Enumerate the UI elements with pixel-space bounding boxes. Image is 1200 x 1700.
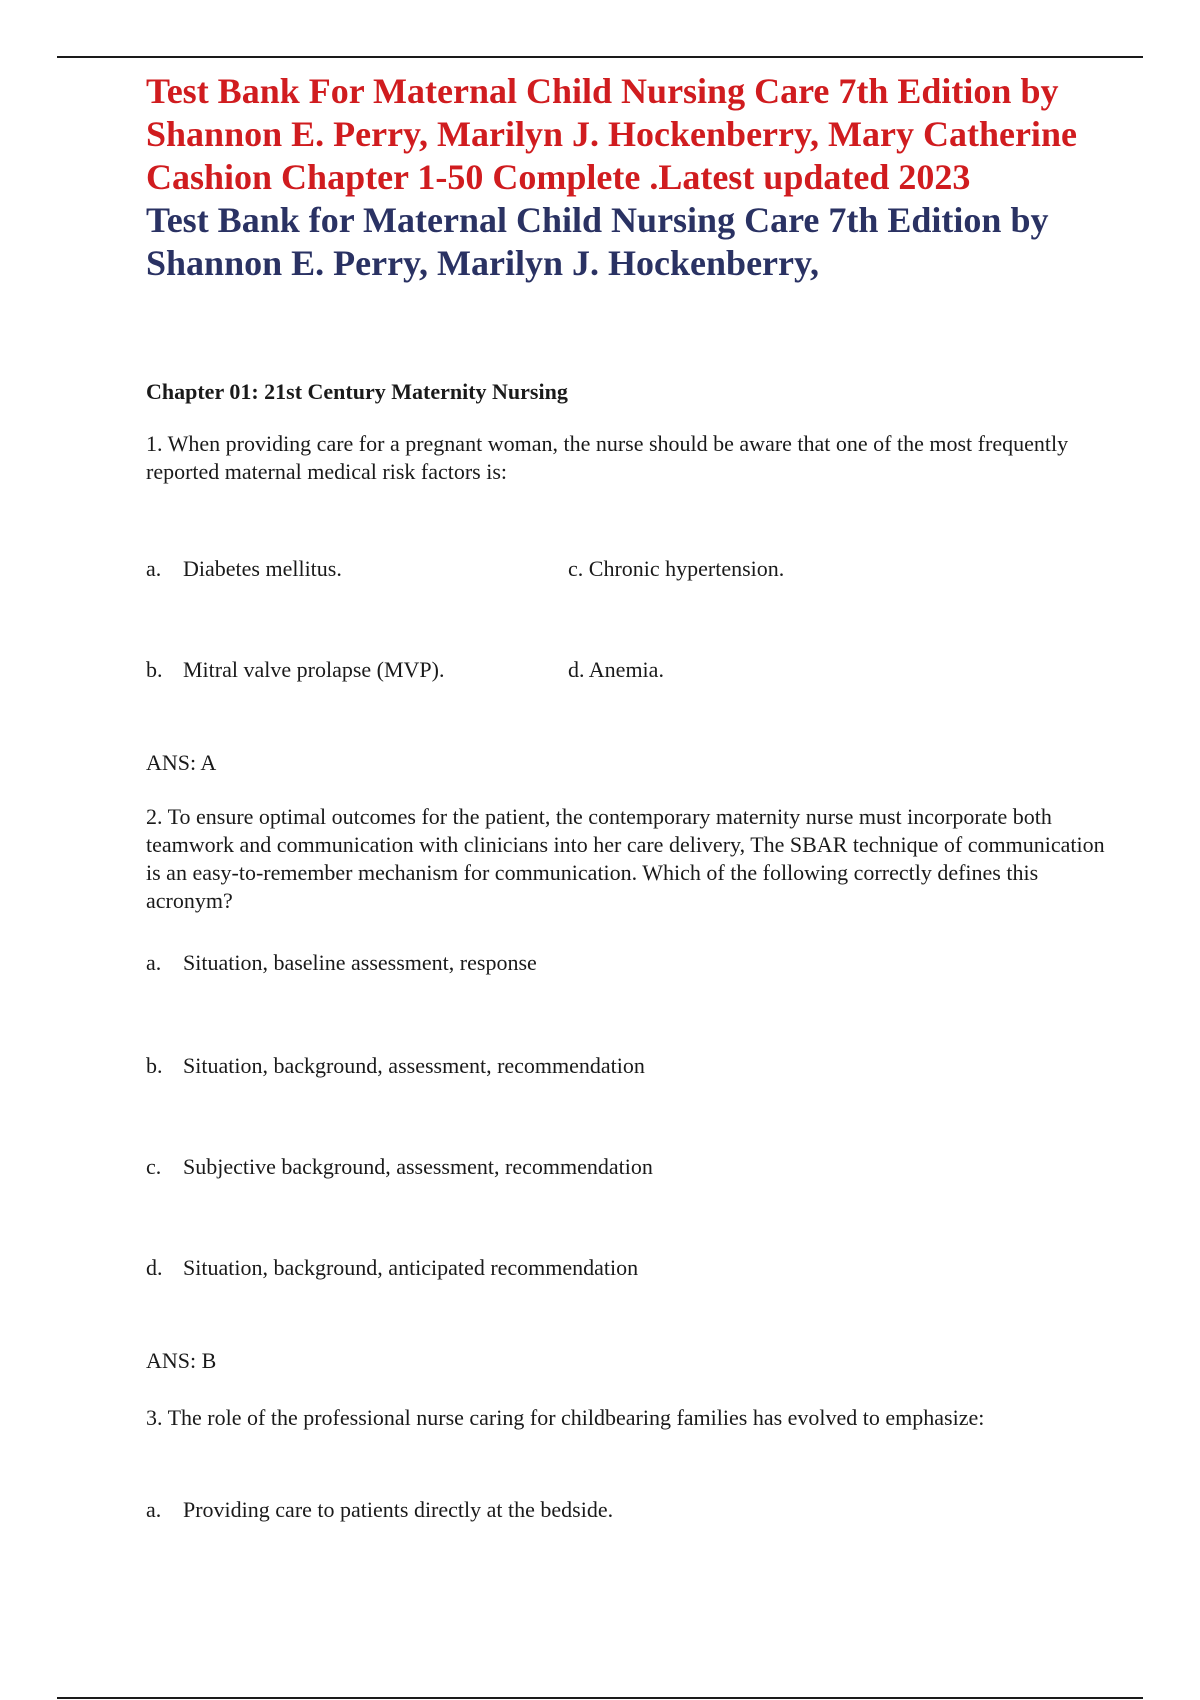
option-letter: c. bbox=[146, 1154, 162, 1179]
question-2-option-d bbox=[146, 1254, 638, 1282]
option-letter: d. bbox=[146, 1255, 163, 1280]
question-2-option-c bbox=[146, 1153, 653, 1181]
document-body bbox=[146, 70, 1106, 1522]
option-text: Situation, background, anticipated recommendation bbox=[183, 1255, 639, 1280]
option-text: Mitral valve prolapse (MVP). bbox=[183, 657, 445, 682]
option-letter: b. bbox=[146, 657, 163, 682]
question-2-text: 2. To ensure optimal outcomes for the patient, the contemporary maternity nurse must incorporate both teamwork and communication with clinicians into her care delivery, The SBAR technique of communication is an easy-to-remember mechanism for communication. Which of the following correctly defines this acronym? bbox=[146, 804, 1105, 913]
document-title: Test Bank For Maternal Child Nursing Care 7th Edition by Shannon E. Perry, Marilyn J. Hockenberry, Mary Catherine Cashion Chapter 1-50 Complete .Latest updated 2023 bbox=[146, 71, 1077, 197]
option-text: Diabetes mellitus. bbox=[183, 556, 342, 581]
option-letter: b. bbox=[146, 1053, 163, 1078]
chapter-heading: Chapter 01: 21st Century Maternity Nursing bbox=[146, 379, 568, 404]
option-text: Situation, baseline assessment, response bbox=[183, 950, 537, 975]
question-2-option-a bbox=[146, 949, 537, 977]
option-text: Chronic hypertension. bbox=[588, 556, 785, 581]
top-rule bbox=[57, 56, 1143, 58]
question-1-option-d bbox=[568, 656, 664, 684]
option-text: Providing care to patients directly at the bedside. bbox=[183, 1497, 614, 1522]
question-3-option-a bbox=[146, 1496, 613, 1524]
document-subtitle: Test Bank for Maternal Child Nursing Care 7th Edition by Shannon E. Perry, Marilyn J. Hockenberry, bbox=[146, 200, 1049, 283]
bottom-rule bbox=[57, 1697, 1143, 1699]
option-letter: a. bbox=[146, 950, 162, 975]
option-letter: d. bbox=[568, 657, 585, 682]
question-1-option-b bbox=[146, 656, 445, 684]
question-3-text: 3. The role of the professional nurse caring for childbearing families has evolved to emphasize: bbox=[146, 1405, 985, 1430]
option-letter: c. bbox=[568, 556, 584, 581]
question-2-option-b bbox=[146, 1052, 645, 1080]
question-1-option-a bbox=[146, 555, 342, 583]
question-1-answer: ANS: A bbox=[146, 750, 217, 775]
option-letter: a. bbox=[146, 1497, 162, 1522]
option-text: Anemia. bbox=[588, 657, 664, 682]
option-text: Situation, background, assessment, recommendation bbox=[183, 1053, 645, 1078]
question-1-option-c bbox=[568, 555, 784, 583]
question-2-answer: ANS: B bbox=[146, 1348, 217, 1373]
question-1-text: 1. When providing care for a pregnant woman, the nurse should be aware that one of the most frequently reported maternal medical risk factors is: bbox=[146, 431, 1069, 484]
option-text: Subjective background, assessment, recommendation bbox=[183, 1154, 653, 1179]
option-letter: a. bbox=[146, 556, 162, 581]
